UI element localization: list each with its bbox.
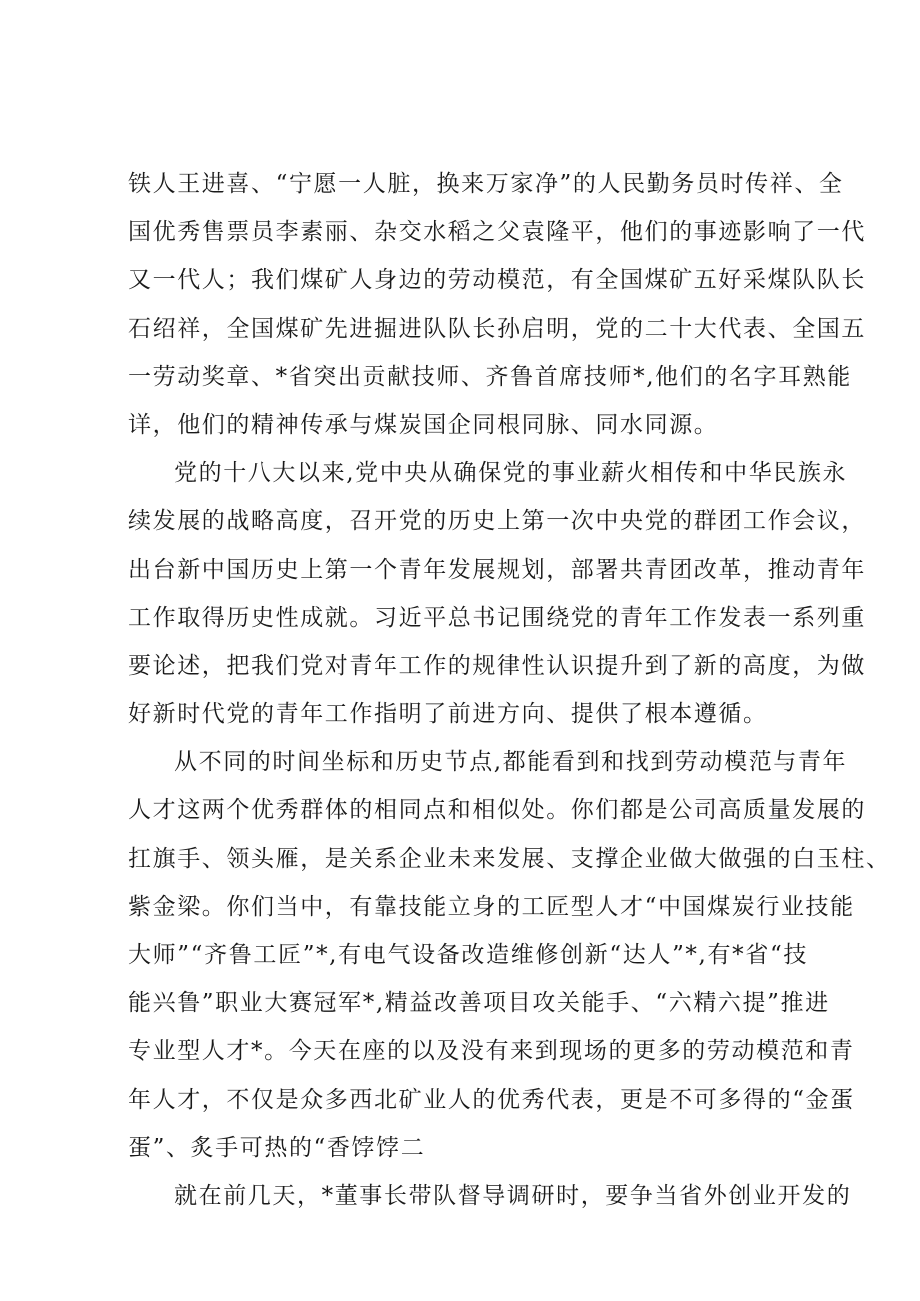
text-line: 出台新中国历史上第一个青年发展规划，部署共青团改革，推动青年 <box>128 556 866 583</box>
text-line: 扛旗手、领头雁，是关系企业未来发展、支撑企业做大做强的白玉柱、 <box>128 845 891 872</box>
text-line: 能兴鲁”职业大赛冠军*,精益改善项目攻关能手、“六精六提”推进 <box>128 990 830 1017</box>
text-line: 国优秀售票员李素丽、杂交水稻之父袁隆平，他们的事迹影响了一代 <box>128 219 866 246</box>
text-line: 一劳动奖章、*省突出贡献技师、齐鲁首席技师*,他们的名字耳熟能 <box>128 363 852 390</box>
paragraph-first-line: 就在前几天，*董事长带队督导调研时，要争当省外创业开发的 <box>174 1182 852 1209</box>
text-line: 要论述，把我们党对青年工作的规律性认识提升到了新的高度，为做 <box>128 652 866 679</box>
text-line: 大师”“齐鲁工匠”*,有电气设备改造维修创新“达人”*,有*省“技 <box>128 942 808 968</box>
text-line: 年人才，不仅是众多西北矿业人的优秀代表，更是不可多得的“金蛋 <box>128 1086 855 1113</box>
text-line: 专业型人才*。今天在座的以及没有来到现场的更多的劳动模范和青 <box>128 1038 855 1065</box>
document-body <box>128 160 891 1220</box>
paragraph-first-line: 党的十八大以来,党中央从确保党的事业薪火相传和中华民族永 <box>174 460 848 487</box>
text-line: 续发展的战略高度，召开党的历史上第一次中央党的群团工作会议， <box>128 508 866 535</box>
text-line: 工作取得历史性成就。习近平总书记围绕党的青年工作发表一系列重 <box>128 604 866 631</box>
text-line: 又一代人；我们煤矿人身边的劳动模范，有全国煤矿五好采煤队队长 <box>128 267 866 294</box>
text-line: 铁人王进喜、“宁愿一人脏，换来万家净”的人民勤务员时传祥、全 <box>128 171 844 197</box>
text-line: 详，他们的精神传承与煤炭国企同根同脉、同水同源。 <box>128 411 719 438</box>
text-line: 好新时代党的青年工作指明了前进方向、提供了根本遵循。 <box>128 701 768 728</box>
text-line: 紫金梁。你们当中，有靠技能立身的工匠型人才“中国煤炭行业技能 <box>128 893 855 920</box>
text-line: 石绍祥，全国煤矿先进掘进队队长孙启明，党的二十大代表、全国五 <box>128 315 866 342</box>
text-line: 人才这两个优秀群体的相同点和相似处。你们都是公司高质量发展的 <box>128 797 866 824</box>
paragraph-first-line: 从不同的时间坐标和历史节点,都能看到和找到劳动模范与青年 <box>174 749 848 776</box>
text-line: 蛋”、炙手可热的“香饽饽二 <box>128 1134 426 1161</box>
